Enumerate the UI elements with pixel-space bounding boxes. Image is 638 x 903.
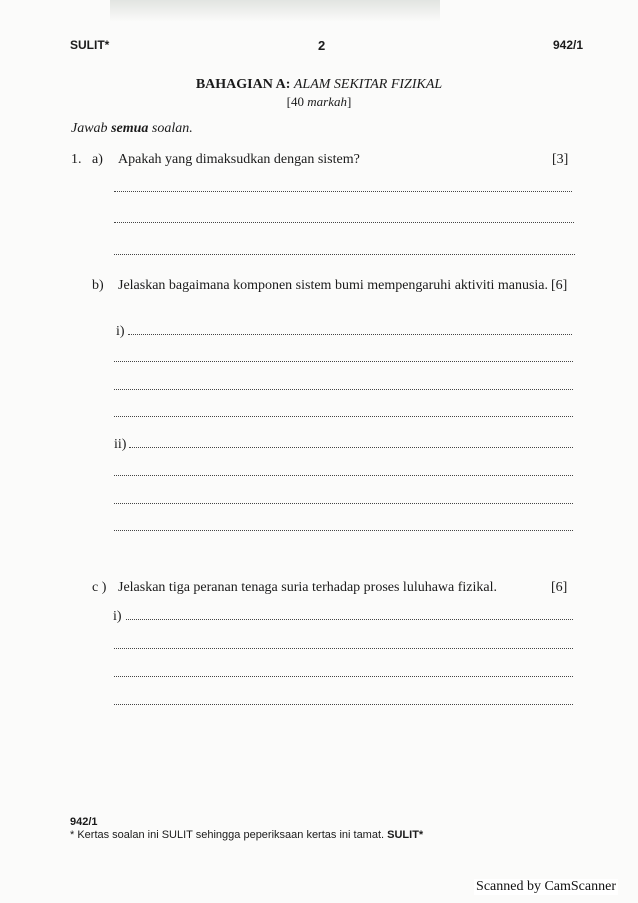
camscanner-watermark: Scanned by CamScanner bbox=[476, 879, 616, 894]
section-title-label: BAHAGIAN A: bbox=[195, 77, 291, 92]
scan-smudge bbox=[110, 0, 440, 22]
footer-code: 942/1 bbox=[70, 816, 98, 828]
question-c-text: Jelaskan tiga peranan tenaga suria terhadap proses luluhawa fizikal. bbox=[118, 580, 498, 595]
section-marks-close: ] bbox=[346, 94, 352, 109]
section-marks-open: [40 bbox=[286, 94, 308, 109]
answer-line[interactable] bbox=[114, 475, 573, 476]
answer-line[interactable] bbox=[114, 416, 573, 417]
question-c-marks: [6] bbox=[551, 580, 568, 595]
header-page-number: 2 bbox=[318, 38, 326, 53]
answer-line[interactable] bbox=[129, 447, 573, 448]
question-number: 1. bbox=[71, 152, 82, 167]
answer-line[interactable] bbox=[114, 389, 573, 390]
header-code: 942/1 bbox=[553, 38, 584, 52]
question-b-marks: [6] bbox=[551, 278, 568, 293]
question-a-label: a) bbox=[92, 152, 103, 167]
question-c-sub-i: i) bbox=[113, 609, 122, 624]
section-title-name: ALAM SEKITAR FIZIKAL bbox=[293, 77, 443, 92]
instruction bbox=[71, 121, 193, 137]
instruction-prefix: Jawab bbox=[71, 121, 112, 136]
question-b-sub-ii: ii) bbox=[114, 437, 127, 452]
instruction-suffix: soalan. bbox=[148, 121, 193, 136]
instruction-bold-word: semua bbox=[111, 121, 149, 136]
footer-note bbox=[70, 829, 423, 841]
answer-line[interactable] bbox=[114, 676, 573, 677]
question-b-text: Jelaskan bagaimana komponen sistem bumi mempengaruhi aktiviti manusia. bbox=[118, 278, 549, 293]
answer-line[interactable] bbox=[114, 503, 573, 504]
question-c-label: c ) bbox=[92, 580, 107, 595]
question-a-text: Apakah yang dimaksudkan dengan sistem? bbox=[118, 152, 360, 167]
answer-line[interactable] bbox=[126, 619, 573, 620]
answer-line[interactable] bbox=[128, 334, 572, 335]
footer-sulit: SULIT* bbox=[384, 829, 424, 841]
answer-line[interactable] bbox=[114, 254, 575, 255]
answer-line[interactable] bbox=[114, 530, 573, 531]
answer-line[interactable] bbox=[114, 222, 574, 223]
section-marks-word: markah bbox=[307, 94, 347, 109]
answer-line[interactable] bbox=[114, 704, 573, 705]
header-sulit: SULIT* bbox=[70, 38, 110, 52]
section-marks bbox=[0, 94, 638, 110]
section-title bbox=[0, 77, 638, 93]
answer-line[interactable] bbox=[114, 648, 573, 649]
question-b-label: b) bbox=[92, 278, 104, 293]
answer-line[interactable] bbox=[114, 191, 572, 192]
footer-note-text: * Kertas soalan ini SULIT sehingga peperiksaan kertas ini tamat. bbox=[70, 829, 385, 841]
question-b-sub-i: i) bbox=[116, 324, 125, 339]
question-a-marks: [3] bbox=[552, 152, 569, 167]
answer-line[interactable] bbox=[114, 361, 573, 362]
